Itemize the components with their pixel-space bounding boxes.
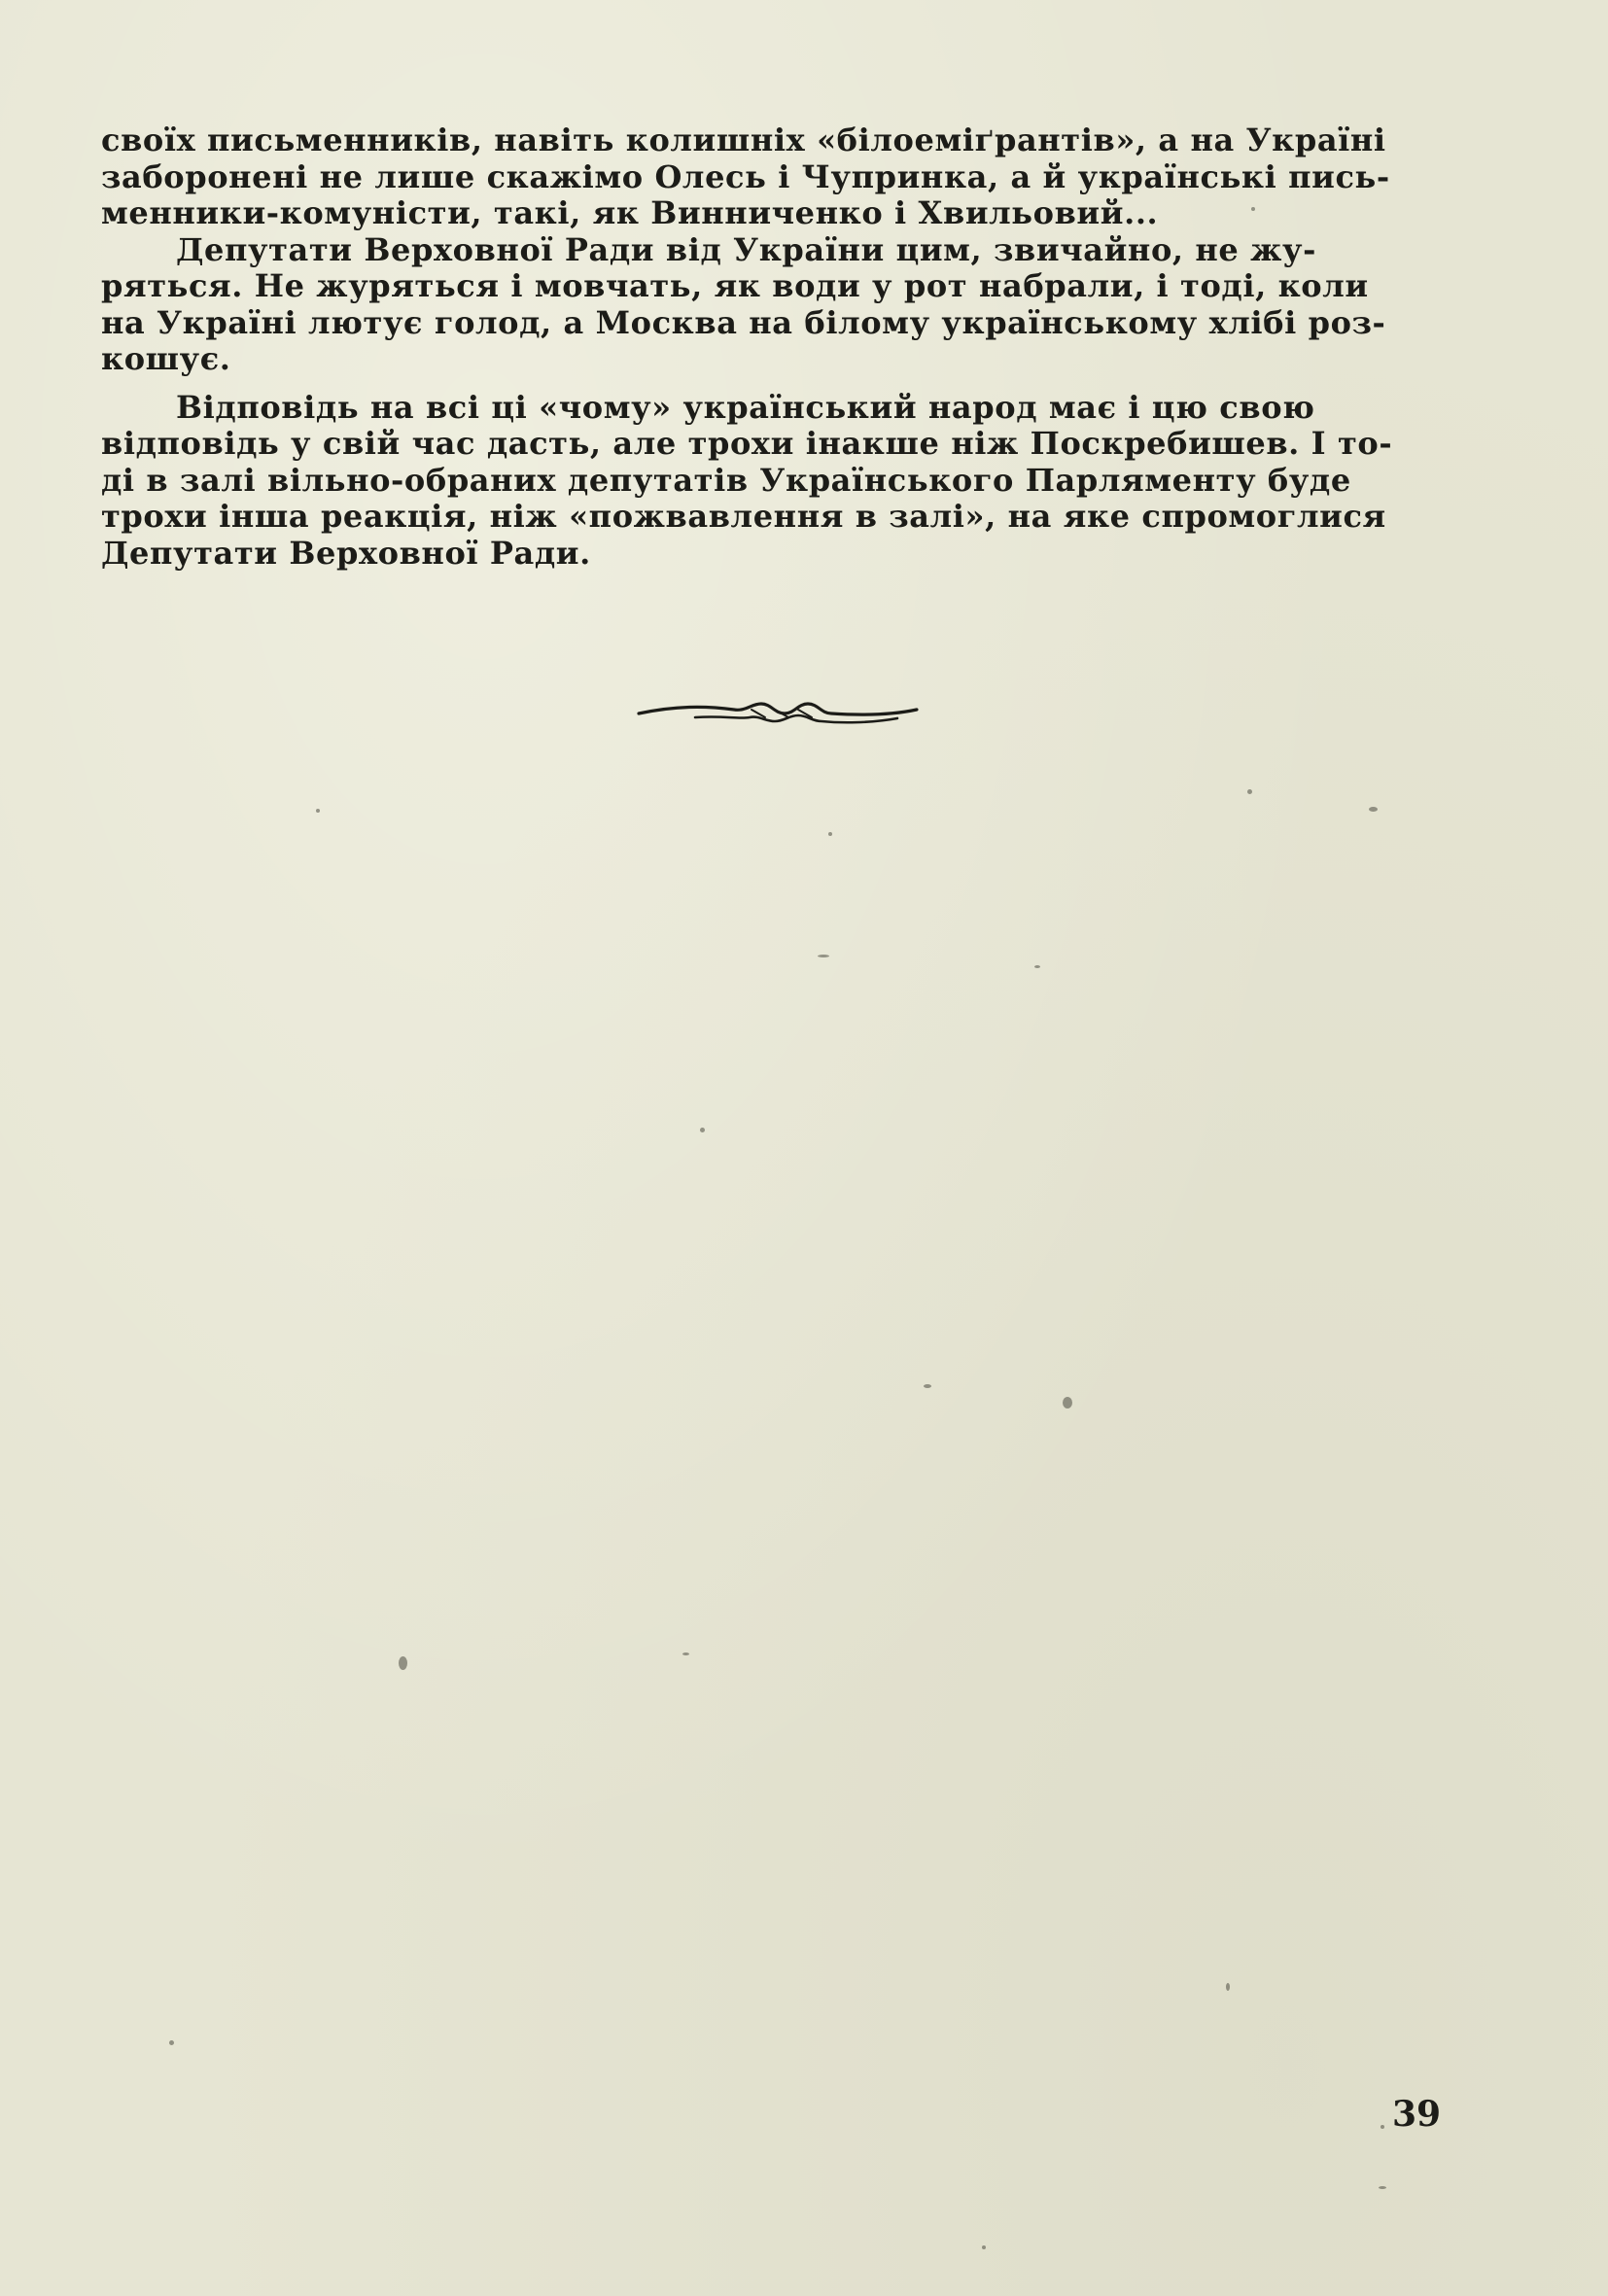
paragraph-1-line-1: своїх письменників, навіть колишніх «білоеміґрантів», а на Україні: [101, 122, 1386, 158]
paragraph-1-line-2: заборонені не лише скажімо Олесь і Чупринка, а й українські пись-: [101, 157, 1390, 195]
paragraph-2-line-4: кошує.: [101, 340, 231, 377]
paper-speck: [1379, 2186, 1386, 2189]
wavy-flourish-ornament-icon: [637, 692, 919, 731]
paragraph-2: [101, 232, 1452, 378]
paper-speck: [399, 1656, 407, 1670]
paper-speck: [169, 2040, 174, 2045]
paragraph-3: [101, 390, 1452, 573]
paper-speck: [1247, 789, 1252, 794]
paper-speck: [1381, 2125, 1384, 2129]
paragraph-3-line-3: ді в залі вільно-обраних депутатів Українського Парляменту буде: [101, 461, 1351, 499]
paper-speck: [924, 1384, 931, 1388]
paragraph-1: [101, 122, 1452, 232]
paper-speck: [1034, 965, 1040, 968]
paper-speck: [1369, 807, 1378, 812]
paper-speck: [700, 1128, 705, 1132]
paragraph-3-line-1: Відповідь на всі ці «чому» український народ має і цю свою: [176, 388, 1315, 426]
paragraph-3-line-4: трохи інша реакція, ніж «пожвавлення в залі», на яке спромоглися: [101, 498, 1386, 535]
paper-speck: [1063, 1397, 1072, 1409]
paper-speck: [982, 2245, 986, 2249]
paragraph-2-line-1: Депутати Верховної Ради від України цим, звичайно, не жу-: [176, 230, 1316, 268]
page-number: 39: [1392, 2094, 1442, 2135]
paper-speck: [316, 809, 320, 813]
paper-speck: [828, 832, 832, 836]
body-text: [101, 122, 1452, 572]
paragraph-2-line-3: на Україні лютує голод, а Москва на білому українському хлібі роз-: [101, 303, 1386, 341]
paper-speck: [1226, 1983, 1230, 1991]
paragraph-2-line-2: ряться. Не журяться і мовчать, як води у рот набрали, і тоді, коли: [101, 267, 1369, 304]
paragraph-3-line-5: Депутати Верховної Ради.: [101, 534, 591, 572]
paper-speck: [818, 955, 829, 957]
paragraph-3-line-2: відповідь у свій час дасть, але трохи інакше ніж Поскребишев. І то-: [101, 425, 1393, 462]
paragraph-1-line-3: менники-комуністи, такі, як Винниченко і Хвильовий...: [101, 194, 1159, 231]
paper-speck: [1251, 207, 1255, 211]
paper-speck: [682, 1652, 689, 1655]
